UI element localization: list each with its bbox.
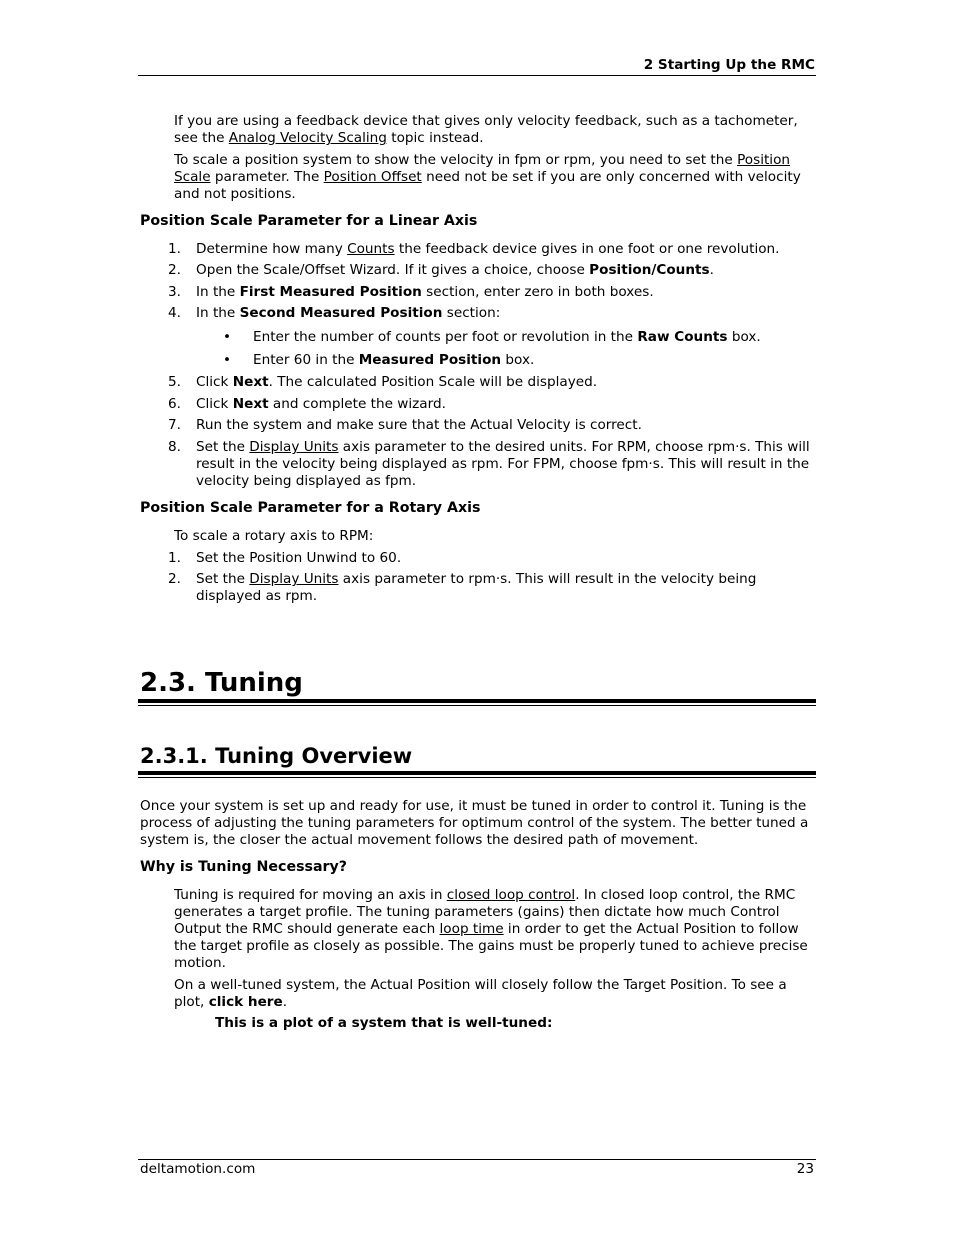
why-tuning-heading: Why is Tuning Necessary? (140, 859, 348, 875)
text-segment: Click (196, 374, 233, 390)
linear-step-7 (196, 417, 818, 434)
text-segment: Set the (196, 439, 250, 455)
step-number: 1. (168, 550, 181, 566)
rotary-intro: To scale a rotary axis to RPM: (174, 528, 374, 544)
text-segment: axis parameter to the desired units. For RPM, choose rpm·s. This will result in the velocity being displayed as rpm. For FPM, choose fpm·s. This will result in the velocity being displayed as fpm. (196, 439, 810, 489)
plot-caption: This is a plot of a system that is well-tuned: (215, 1015, 553, 1031)
linear-axis-heading: Position Scale Parameter for a Linear Axis (140, 213, 478, 229)
sub-bullet-1 (253, 329, 813, 346)
text-segment: topic instead. (386, 130, 484, 146)
heading-rule-thin (138, 777, 816, 778)
text-segment: the feedback device gives in one foot or one revolution. (394, 241, 780, 257)
step-number: 6. (168, 396, 181, 412)
text-segment: box. (501, 352, 535, 368)
text-segment: To scale a position system to show the velocity in fpm or rpm, you need to set the (174, 152, 738, 168)
text-segment: . In closed loop control, the RMC generates a target profile. The tuning parameters (gains) then dictate how much Control Output the RMC should generate each (174, 887, 796, 937)
text-segment: axis parameter to rpm·s. This will result in the velocity being displayed as rpm. (196, 571, 757, 604)
closed-loop-control-link[interactable]: closed loop control (446, 887, 576, 903)
text-segment: section: (442, 305, 501, 321)
step-number: 2. (168, 262, 181, 278)
sub-bullet-2 (253, 352, 813, 369)
bullet-marker: • (223, 329, 232, 345)
display-units-link[interactable]: Display Units (249, 571, 339, 587)
click-here-link[interactable]: click here (208, 994, 283, 1010)
position-offset-link[interactable]: Position Offset (323, 169, 422, 185)
display-units-link[interactable]: Display Units (249, 439, 339, 455)
text-segment: Determine how many (196, 241, 348, 257)
text-segment: Open the Scale/Offset Wizard. If it gives a choice, choose (196, 262, 590, 278)
heading-rule-thick (138, 699, 816, 703)
text-segment: . The calculated Position Scale will be displayed. (268, 374, 598, 390)
running-header: 2 Starting Up the RMC (643, 57, 815, 73)
analog-velocity-scaling-link[interactable]: Analog Velocity Scaling (228, 130, 387, 146)
step-number: 1. (168, 241, 181, 257)
text-segment: and complete the wizard. (268, 396, 446, 412)
text-segment: Click (196, 396, 233, 412)
text-segment: need not be set if you are only concerned with velocity and not positions. (174, 169, 801, 202)
rotary-step-2 (196, 571, 796, 605)
linear-step-5 (196, 374, 818, 391)
linear-step-8 (196, 439, 812, 490)
linear-step-2 (196, 262, 818, 279)
header-rule (138, 75, 816, 76)
text-segment: Enter the number of counts per foot or revolution in the (253, 329, 638, 345)
tuning-overview-paragraph: Once your system is set up and ready for use, it must be tuned in order to control it. Tuning is the process of adjusting the tuning parameters for optimum control of the system. The better tuned a system is, the closer the actual movement follows the desired path of movement. (140, 798, 809, 848)
footer-site: deltamotion.com (140, 1161, 256, 1177)
text-segment: section, enter zero in both boxes. (421, 284, 654, 300)
text-segment: parameter. The (210, 169, 324, 185)
text-segment: Enter 60 in the (253, 352, 359, 368)
text-segment: In the (196, 284, 240, 300)
step-number: 5. (168, 374, 181, 390)
text-segment: Run the system and make sure that the Actual Velocity is correct. (196, 417, 642, 433)
bold-term: Next (232, 374, 269, 390)
bold-term: Measured Position (358, 352, 502, 368)
rotary-axis-heading: Position Scale Parameter for a Rotary Axis (140, 500, 481, 516)
bold-term: Next (232, 396, 269, 412)
step-number: 8. (168, 439, 181, 455)
why-tuning-paragraph-1 (174, 887, 819, 972)
loop-time-link[interactable]: loop time (439, 921, 504, 937)
rotary-step-1 (196, 550, 818, 567)
text-segment: . (282, 994, 288, 1010)
bold-term: Position/Counts (589, 262, 710, 278)
linear-step-3 (196, 284, 818, 301)
text-segment: Tuning is required for moving an axis in (174, 887, 447, 903)
bold-term: Raw Counts (637, 329, 728, 345)
step-number: 2. (168, 571, 181, 587)
linear-step-4 (196, 305, 818, 322)
heading-rule-thin (138, 705, 816, 706)
text-segment: If you are using a feedback device that gives only velocity feedback, such as a tachometer, see the (174, 113, 798, 146)
linear-step-1 (196, 241, 818, 258)
text-segment: On a well-tuned system, the Actual Position will closely follow the Target Position. To see a plot, (174, 977, 787, 1010)
text-segment: box. (727, 329, 761, 345)
heading-rule-thick (138, 771, 816, 775)
why-tuning-paragraph-2 (174, 977, 814, 1011)
step-number: 4. (168, 305, 181, 321)
bullet-marker: • (223, 352, 232, 368)
intro-paragraph-2 (174, 152, 819, 203)
text-segment: In the (196, 305, 240, 321)
step-number: 3. (168, 284, 181, 300)
text-segment: Set the Position Unwind to 60. (196, 550, 402, 566)
bold-term: First Measured Position (239, 284, 422, 300)
step-number: 7. (168, 417, 181, 433)
subsection-heading-tuning-overview: 2.3.1. Tuning Overview (140, 744, 413, 768)
intro-paragraph-1 (174, 113, 819, 147)
page-number: 23 (796, 1161, 814, 1177)
text-segment: Set the (196, 571, 250, 587)
text-segment: . (709, 262, 714, 278)
counts-link[interactable]: Counts (347, 241, 395, 257)
position-scale-link[interactable]: Position Scale (174, 152, 791, 185)
text-segment: in order to get the Actual Position to follow the target profile as closely as possible. The gains must be properly tuned to achieve precise motion. (174, 921, 808, 971)
section-heading-tuning: 2.3. Tuning (140, 668, 303, 698)
linear-step-6 (196, 396, 818, 413)
bold-term: Second Measured Position (239, 305, 443, 321)
footer-rule (138, 1159, 816, 1160)
